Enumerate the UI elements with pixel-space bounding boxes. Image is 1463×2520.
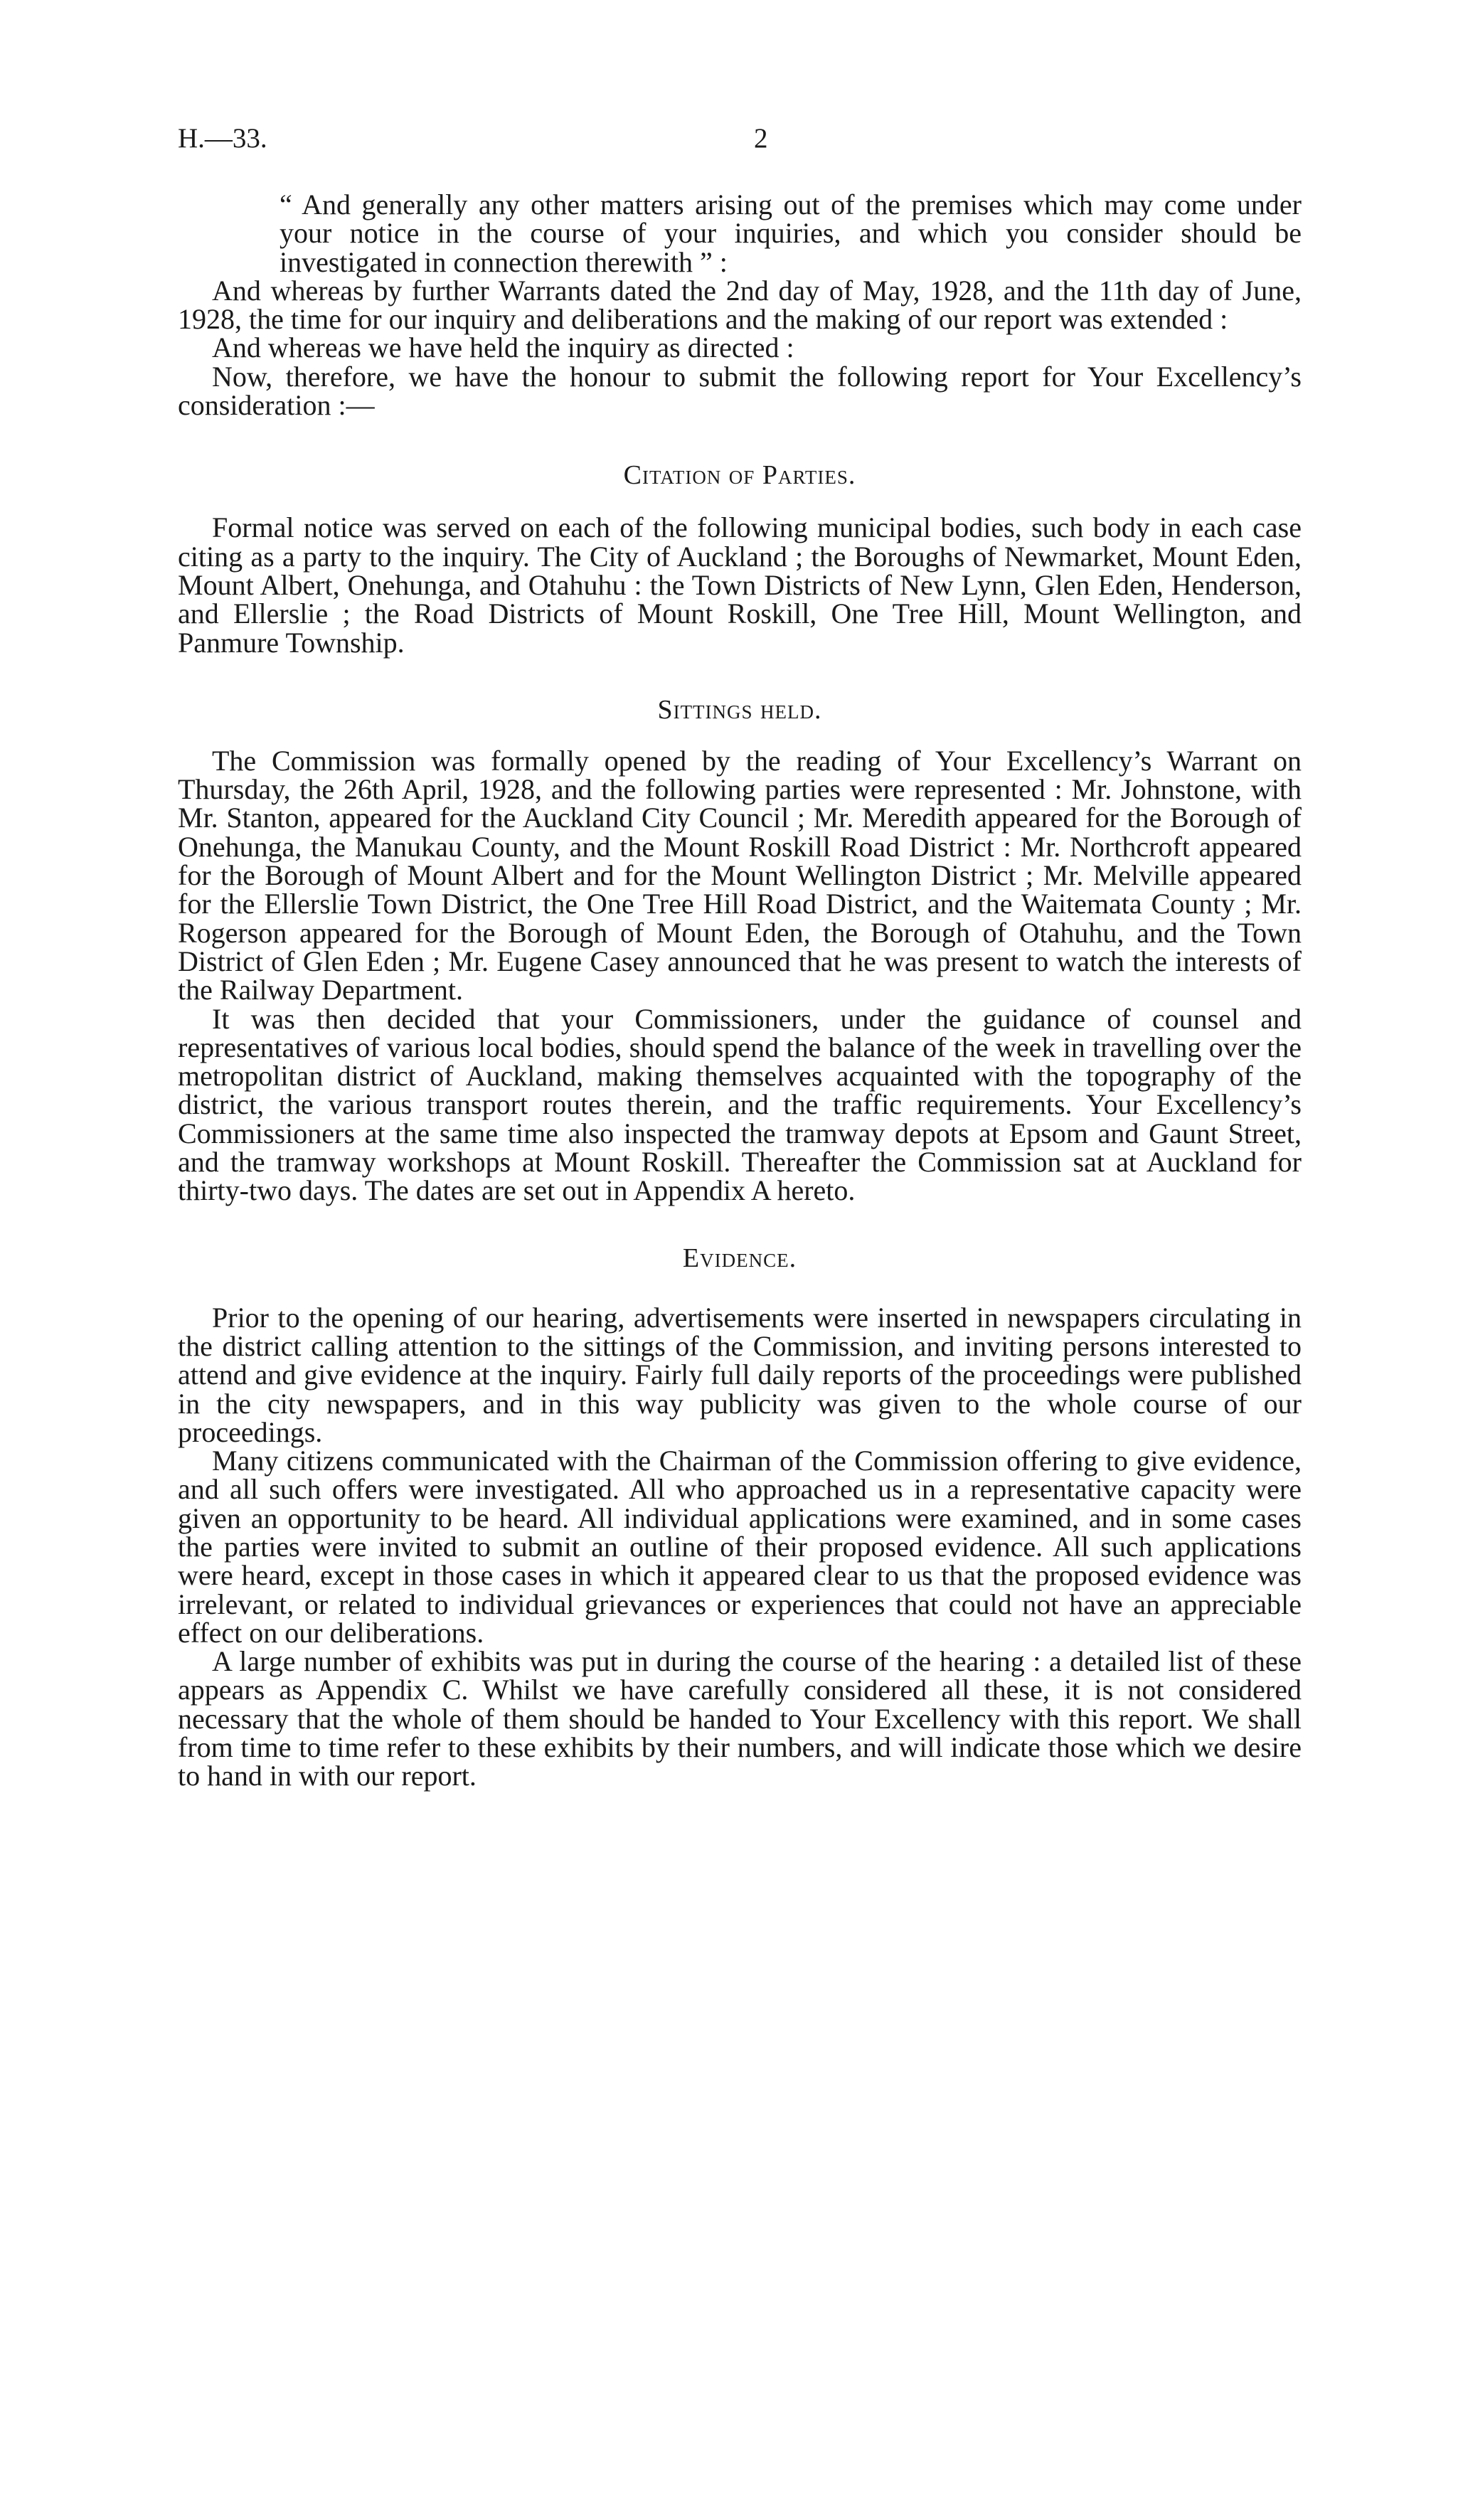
evidence-heading: Evidence. <box>682 1243 797 1273</box>
paragraph-inquiry-held: And whereas we have held the inquiry as directed : <box>212 331 794 364</box>
sittings-section <box>178 696 1302 1206</box>
evidence-section <box>178 1244 1302 1791</box>
page-header <box>178 122 1302 165</box>
sittings-heading: Sittings held. <box>657 694 822 725</box>
citation-section <box>178 460 1302 659</box>
paragraph-citizens-offers: Many citizens communicated with the Chairman of the Commission offering to give evidence, and all such offers were investigated. All who approached us in a representative capacity were given an opportunity to be heard. All individual applications were examined, and in some cases the parties were invited to submit an outline of their proposed evidence. All such applications were heard, except in those cases in which it appeared clear to us that the proposed evidence was irrelevant, or related to individual grievances or experiences that could not have an appreciable effect on our deliberations. <box>178 1445 1302 1649</box>
paragraph-warrants-extended: And whereas by further Warrants dated the 2nd day of May, 1928, and the 11th day of June, 1928, the time for our inquiry and deliberations and the making of our report was extended : <box>178 274 1302 336</box>
paragraph-advertisements: Prior to the opening of our hearing, advertisements were inserted in newspapers circulating in the district calling attention to the sittings of the Commission, and inviting persons interested to attend and give evidence at the inquiry. Fairly full daily reports of the proceedings were published in the city newspapers, and in this way publicity was given to the whole course of our proceedings. <box>178 1301 1302 1448</box>
page-number: 2 <box>754 123 768 154</box>
paragraph-submit-report: Now, therefore, we have the honour to submit the following report for Your Excellency’s consideration :— <box>178 360 1302 422</box>
document-reference: H.—33. <box>178 123 267 154</box>
intro-section <box>178 188 1302 422</box>
paragraph-formal-notice: Formal notice was served on each of the following municipal bodies, such body in each case citing as a party to the inquiry. The City of Auckland ; the Boroughs of Newmarket, Mount Eden, Mount Albert, Onehunga, and Otahuhu : the Town Districts of New Lynn, Glen Eden, Henderson, and Ellerslie ; the Road Districts of Mount Roskill, One Tree Hill, Mount Wellington, and Panmure Township. <box>178 511 1302 659</box>
paragraph-commission-opened: The Commission was formally opened by the reading of Your Excellency’s Warrant on Thursday, the 26th April, 1928, and the following parties were represented : Mr. Johnstone, with Mr. Stanton, appeared for the Auckland City Council ; Mr. Meredith appeared for the Borough of Onehunga, the Manukau County, and the Mount Roskill Road District : Mr. Northcroft appeared for the Borough of Mount Albert and for the Mount Wellington District ; Mr. Melville appeared for the Ellerslie Town District, the One Tree Hill Road District, and the Waitemata County ; Mr. Rogerson appeared for the Borough of Mount Eden, the Borough of Otahuhu, and the Town District of Glen Eden ; Mr. Eugene Casey announced that he was present to watch the interests of the Railway Department. <box>178 744 1302 1006</box>
warrant-quote: “ And generally any other matters arising out of the premises which may come under your notice in the course of your inquiries, and which you consider should be investigated in connection therewith ” : <box>280 188 1302 278</box>
citation-heading: Citation of Parties. <box>623 460 856 491</box>
report-body <box>178 188 1302 1792</box>
paragraph-exhibits: A large number of exhibits was put in during the course of the hearing : a detailed list of these appears as Appendix C. Whilst we have carefully considered all these, it is not considered necessary that the whole of them should be handed to Your Excellency with this report. We shall from time to time refer to these exhibits by their numbers, and will indicate those which we desire to hand in with our report. <box>178 1645 1302 1792</box>
paragraph-travel-inspection: It was then decided that your Commissioners, under the guidance of counsel and representatives of various local bodies, should spend the balance of the week in travelling over the metropolitan district of Auckland, making themselves acquainted with the topography of the district, the various transport routes therein, and the traffic requirements. Your Excellency’s Commissioners at the same time also inspected the tramway depots at Epsom and Gaunt Street, and the tramway workshops at Mount Roskill. Thereafter the Commission sat at Auckland for thirty-two days. The dates are set out in Appendix A hereto. <box>178 1002 1302 1207</box>
